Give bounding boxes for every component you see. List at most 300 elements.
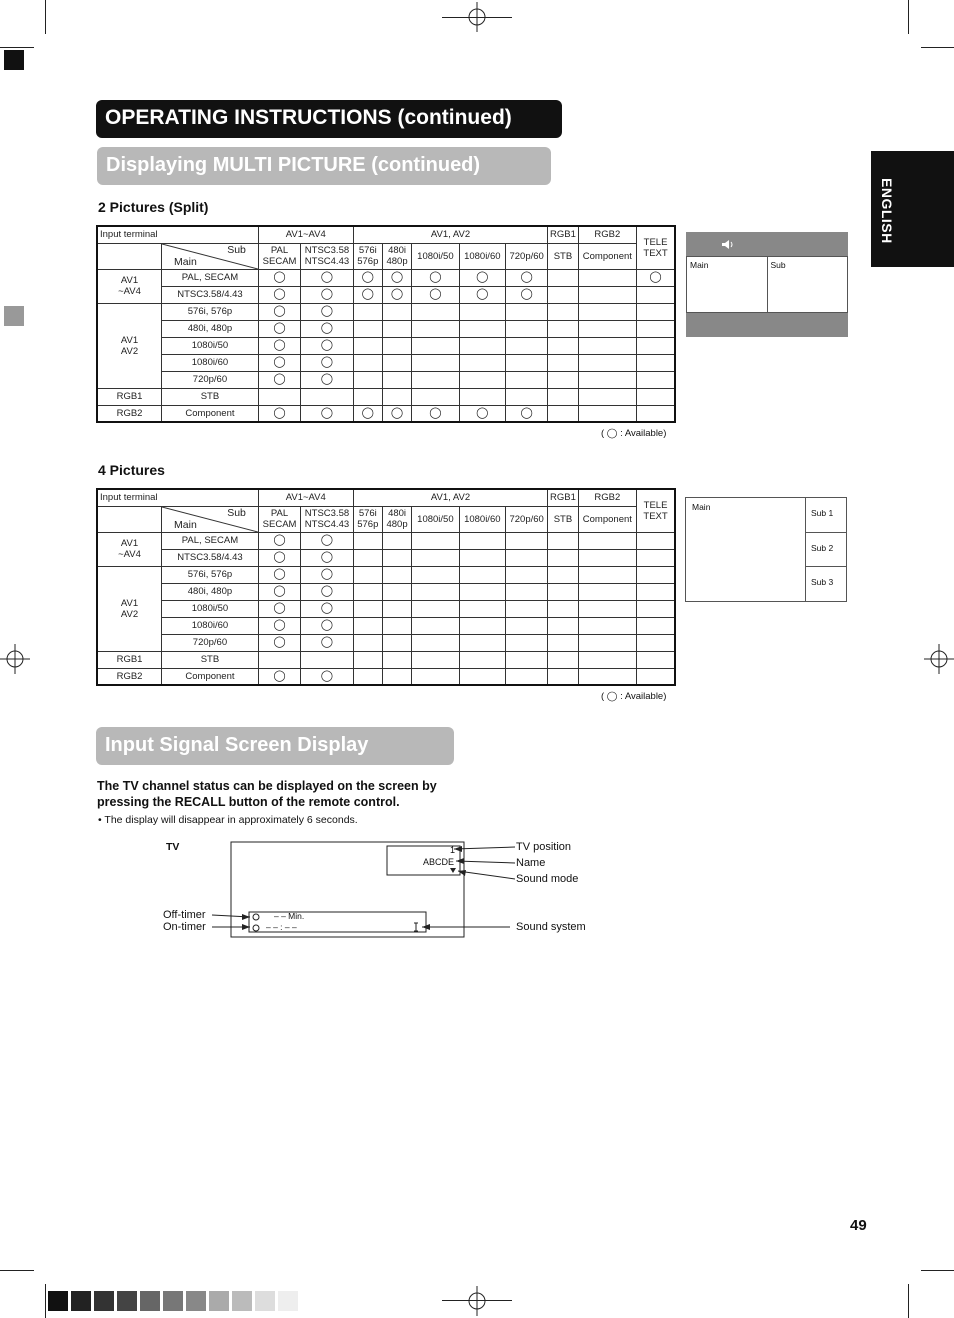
available-mark: ◯	[258, 354, 300, 371]
empty-cell	[637, 371, 675, 388]
table-row	[97, 651, 675, 668]
main-window-label: Main	[692, 502, 711, 512]
row-group: RGB2	[97, 405, 162, 422]
column-header: 1080i/60	[459, 506, 505, 532]
empty-cell	[382, 354, 411, 371]
empty-cell	[382, 583, 411, 600]
empty-cell	[353, 303, 382, 320]
empty-cell	[505, 371, 547, 388]
empty-cell	[382, 337, 411, 354]
table-row	[97, 532, 675, 549]
empty-cell	[353, 337, 382, 354]
column-header: 720p/60	[505, 506, 547, 532]
empty-cell	[353, 549, 382, 566]
header-spacer	[97, 506, 162, 532]
table-row	[97, 388, 675, 405]
empty-cell	[548, 668, 578, 685]
registration-mark-icon	[924, 644, 954, 674]
sub1-window-label: Sub 1	[811, 508, 834, 518]
available-mark: ◯	[301, 600, 353, 617]
empty-cell	[459, 303, 505, 320]
available-mark: ◯	[637, 269, 675, 286]
empty-cell	[382, 566, 411, 583]
column-header: Component	[578, 243, 637, 269]
empty-cell	[505, 354, 547, 371]
column-header: TELE TEXT	[637, 489, 675, 532]
available-mark: ◯	[459, 405, 505, 422]
empty-cell	[382, 532, 411, 549]
available-mark: ◯	[301, 566, 353, 583]
registration-mark-icon	[0, 644, 30, 674]
empty-cell	[459, 371, 505, 388]
empty-cell	[548, 371, 578, 388]
page-number: 49	[850, 1217, 867, 1234]
column-header: 576i 576p	[353, 506, 382, 532]
empty-cell	[505, 532, 547, 549]
sub3-window-label: Sub 3	[806, 566, 846, 601]
available-mark: ◯	[258, 600, 300, 617]
crop-mark	[45, 1284, 46, 1318]
crop-mark	[908, 1284, 909, 1318]
empty-cell	[578, 269, 637, 286]
print-square	[4, 50, 24, 70]
column-header: 1080i/60	[459, 243, 505, 269]
osd-off-timer: – – Min.	[274, 911, 305, 921]
table-row	[97, 337, 675, 354]
row-signal: STB	[162, 651, 259, 668]
crop-mark	[0, 1270, 34, 1271]
empty-cell	[459, 651, 505, 668]
available-mark: ◯	[301, 354, 353, 371]
empty-cell	[353, 388, 382, 405]
empty-cell	[548, 388, 578, 405]
empty-cell	[578, 549, 637, 566]
available-mark: ◯	[412, 405, 459, 422]
empty-cell	[637, 549, 675, 566]
row-signal: PAL, SECAM	[162, 532, 259, 549]
tv-label: TV	[166, 841, 180, 853]
empty-cell	[578, 371, 637, 388]
empty-cell	[578, 405, 637, 422]
empty-cell	[412, 617, 459, 634]
available-mark: ◯	[301, 303, 353, 320]
crop-mark	[921, 1270, 954, 1271]
sub-label: Sub	[227, 243, 246, 256]
empty-cell	[459, 600, 505, 617]
available-mark: ◯	[258, 583, 300, 600]
empty-cell	[412, 549, 459, 566]
empty-cell	[637, 634, 675, 651]
empty-cell	[459, 566, 505, 583]
empty-cell	[548, 354, 578, 371]
available-mark: ◯	[301, 337, 353, 354]
table-row	[97, 371, 675, 388]
empty-cell	[548, 566, 578, 583]
available-mark: ◯	[353, 269, 382, 286]
empty-cell	[505, 668, 547, 685]
empty-cell	[505, 651, 547, 668]
empty-cell	[578, 286, 637, 303]
column-header: NTSC3.58 NTSC4.43	[301, 506, 353, 532]
empty-cell	[412, 566, 459, 583]
row-signal: 1080i/50	[162, 600, 259, 617]
empty-cell	[637, 600, 675, 617]
table-row	[97, 320, 675, 337]
group-header: AV1~AV4	[258, 226, 353, 243]
group-header: RGB2	[578, 489, 637, 506]
empty-cell	[382, 388, 411, 405]
available-mark: ◯	[258, 532, 300, 549]
empty-cell	[353, 371, 382, 388]
empty-cell	[578, 388, 637, 405]
row-group: RGB1	[97, 651, 162, 668]
empty-cell	[637, 303, 675, 320]
column-header: STB	[548, 243, 578, 269]
empty-cell	[637, 388, 675, 405]
table-row	[97, 269, 675, 286]
crop-mark	[45, 0, 46, 34]
empty-cell	[548, 634, 578, 651]
empty-cell	[505, 634, 547, 651]
empty-cell	[353, 617, 382, 634]
empty-cell	[353, 651, 382, 668]
empty-cell	[459, 583, 505, 600]
empty-cell	[578, 617, 637, 634]
available-mark: ◯	[258, 286, 300, 303]
empty-cell	[578, 668, 637, 685]
empty-cell	[412, 320, 459, 337]
intro-text: pressing the RECALL button of the remote control.	[97, 795, 400, 809]
callout-sound-mode: Sound mode	[516, 873, 579, 885]
row-signal: 1080i/50	[162, 337, 259, 354]
four-title: 4 Pictures	[98, 462, 165, 478]
registration-mark-icon	[462, 1286, 492, 1316]
empty-cell	[459, 617, 505, 634]
empty-cell	[382, 303, 411, 320]
empty-cell	[353, 532, 382, 549]
osd-name: ABCDE	[423, 857, 455, 867]
callout-tv-position: TV position	[516, 841, 572, 853]
empty-cell	[353, 668, 382, 685]
split-compatibility-table	[96, 225, 676, 423]
empty-cell	[578, 354, 637, 371]
available-mark: ◯	[301, 320, 353, 337]
split-screen-illustration	[686, 232, 848, 337]
column-header: 1080i/50	[412, 506, 459, 532]
column-header: PAL SECAM	[258, 506, 300, 532]
empty-cell	[548, 269, 578, 286]
column-header: 480i 480p	[382, 506, 411, 532]
row-signal: NTSC3.58/4.43	[162, 549, 259, 566]
empty-cell	[412, 354, 459, 371]
empty-cell	[301, 651, 353, 668]
available-mark: ◯	[459, 286, 505, 303]
sub-main-header	[162, 243, 259, 269]
table-row	[97, 634, 675, 651]
empty-cell	[412, 337, 459, 354]
available-mark: ◯	[301, 634, 353, 651]
print-square	[4, 306, 24, 326]
four-compatibility-table	[96, 488, 676, 686]
available-mark: ◯	[258, 269, 300, 286]
registration-mark-icon	[462, 2, 492, 32]
available-mark: ◯	[301, 405, 353, 422]
available-mark: ◯	[258, 405, 300, 422]
empty-cell	[412, 668, 459, 685]
empty-cell	[637, 405, 675, 422]
column-header: NTSC3.58 NTSC4.43	[301, 243, 353, 269]
empty-cell	[382, 651, 411, 668]
empty-cell	[548, 286, 578, 303]
empty-cell	[382, 617, 411, 634]
column-header: 480i 480p	[382, 243, 411, 269]
empty-cell	[505, 600, 547, 617]
note-text: • The display will disappear in approximately 6 seconds.	[98, 814, 358, 826]
empty-cell	[548, 651, 578, 668]
empty-cell	[637, 583, 675, 600]
empty-cell	[382, 634, 411, 651]
empty-cell	[258, 651, 300, 668]
available-mark: ◯	[258, 617, 300, 634]
main-title: OPERATING INSTRUCTIONS (continued)	[96, 100, 562, 138]
table-row	[97, 583, 675, 600]
available-mark: ◯	[258, 668, 300, 685]
osd-on-timer: – – : – –	[266, 922, 297, 932]
input-terminal-header: Input terminal	[97, 226, 258, 243]
available-mark: ◯	[258, 634, 300, 651]
row-signal: 1080i/60	[162, 617, 259, 634]
input-terminal-header: Input terminal	[97, 489, 258, 506]
table-row	[97, 286, 675, 303]
main-label: Main	[174, 255, 197, 268]
row-signal: Component	[162, 668, 259, 685]
empty-cell	[548, 303, 578, 320]
empty-cell	[578, 600, 637, 617]
empty-cell	[548, 583, 578, 600]
available-mark: ◯	[258, 566, 300, 583]
empty-cell	[578, 532, 637, 549]
empty-cell	[548, 617, 578, 634]
sub2-window-label: Sub 2	[806, 532, 846, 567]
row-signal: PAL, SECAM	[162, 269, 259, 286]
table-row	[97, 303, 675, 320]
available-mark: ◯	[301, 371, 353, 388]
row-signal: NTSC3.58/4.43	[162, 286, 259, 303]
empty-cell	[505, 303, 547, 320]
empty-cell	[578, 651, 637, 668]
empty-cell	[637, 354, 675, 371]
empty-cell	[505, 583, 547, 600]
empty-cell	[382, 320, 411, 337]
main-label: Main	[174, 518, 197, 531]
row-signal: 1080i/60	[162, 354, 259, 371]
available-mark: ◯	[258, 337, 300, 354]
available-mark: ◯	[258, 303, 300, 320]
callout-off-timer: Off-timer	[163, 909, 206, 921]
empty-cell	[505, 617, 547, 634]
available-mark: ◯	[412, 286, 459, 303]
section-title: Displaying MULTI PICTURE (continued)	[97, 147, 551, 185]
table-row	[97, 617, 675, 634]
empty-cell	[353, 600, 382, 617]
empty-cell	[382, 371, 411, 388]
table-row	[97, 549, 675, 566]
intro-text: The TV channel status can be displayed on the screen by	[97, 779, 437, 793]
row-signal: 720p/60	[162, 634, 259, 651]
row-signal: 480i, 480p	[162, 583, 259, 600]
available-mark: ◯	[301, 532, 353, 549]
color-calibration-strip	[48, 1291, 298, 1311]
group-header: RGB1	[548, 489, 578, 506]
input-signal-title: Input Signal Screen Display	[96, 727, 454, 765]
empty-cell	[412, 388, 459, 405]
empty-cell	[637, 337, 675, 354]
available-mark: ◯	[459, 269, 505, 286]
sub-label: Sub	[227, 506, 246, 519]
empty-cell	[353, 634, 382, 651]
crop-mark	[0, 47, 34, 48]
callout-sound-system: Sound system	[516, 921, 586, 933]
table-row	[97, 566, 675, 583]
available-mark: ◯	[301, 583, 353, 600]
row-group: AV1 AV2	[97, 566, 162, 651]
available-mark: ◯	[505, 286, 547, 303]
row-group: AV1 ~AV4	[97, 269, 162, 303]
row-signal: 576i, 576p	[162, 566, 259, 583]
empty-cell	[459, 549, 505, 566]
available-mark: ◯	[301, 269, 353, 286]
table-row	[97, 354, 675, 371]
empty-cell	[548, 405, 578, 422]
available-mark: ◯	[505, 405, 547, 422]
table-row	[97, 405, 675, 422]
empty-cell	[412, 600, 459, 617]
empty-cell	[578, 320, 637, 337]
available-mark: ◯	[353, 405, 382, 422]
available-note: ( ◯ : Available)	[601, 691, 667, 702]
callout-name: Name	[516, 857, 546, 869]
empty-cell	[637, 668, 675, 685]
empty-cell	[382, 600, 411, 617]
column-header: 576i 576p	[353, 243, 382, 269]
empty-cell	[637, 617, 675, 634]
available-mark: ◯	[382, 405, 411, 422]
empty-cell	[505, 388, 547, 405]
main-window-label: Main	[690, 260, 709, 270]
empty-cell	[459, 532, 505, 549]
empty-cell	[578, 566, 637, 583]
row-group: AV1 AV2	[97, 303, 162, 388]
empty-cell	[353, 354, 382, 371]
empty-cell	[301, 388, 353, 405]
empty-cell	[459, 320, 505, 337]
available-note: ( ◯ : Available)	[601, 428, 667, 439]
split-title: 2 Pictures (Split)	[98, 199, 209, 215]
empty-cell	[353, 320, 382, 337]
empty-cell	[412, 634, 459, 651]
empty-cell	[578, 634, 637, 651]
available-mark: ◯	[353, 286, 382, 303]
empty-cell	[548, 532, 578, 549]
row-signal: 576i, 576p	[162, 303, 259, 320]
header-spacer	[97, 243, 162, 269]
available-mark: ◯	[258, 371, 300, 388]
empty-cell	[258, 388, 300, 405]
empty-cell	[505, 549, 547, 566]
group-header: RGB1	[548, 226, 578, 243]
row-group: RGB2	[97, 668, 162, 685]
empty-cell	[459, 337, 505, 354]
empty-cell	[412, 371, 459, 388]
crop-mark	[908, 0, 909, 34]
empty-cell	[412, 532, 459, 549]
table-row	[97, 668, 675, 685]
empty-cell	[578, 583, 637, 600]
table-row	[97, 600, 675, 617]
empty-cell	[578, 303, 637, 320]
language-tab: ENGLISH	[871, 151, 954, 267]
available-mark: ◯	[301, 668, 353, 685]
empty-cell	[505, 337, 547, 354]
empty-cell	[637, 532, 675, 549]
available-mark: ◯	[382, 286, 411, 303]
empty-cell	[459, 388, 505, 405]
available-mark: ◯	[505, 269, 547, 286]
column-header: Component	[578, 506, 637, 532]
row-signal: 720p/60	[162, 371, 259, 388]
available-mark: ◯	[258, 320, 300, 337]
empty-cell	[353, 566, 382, 583]
empty-cell	[548, 600, 578, 617]
row-group: AV1 ~AV4	[97, 532, 162, 566]
sub-window-label: Sub	[767, 257, 848, 312]
empty-cell	[637, 651, 675, 668]
empty-cell	[382, 668, 411, 685]
empty-cell	[637, 566, 675, 583]
column-header: 1080i/50	[412, 243, 459, 269]
available-mark: ◯	[301, 549, 353, 566]
group-header: RGB2	[578, 226, 637, 243]
empty-cell	[353, 583, 382, 600]
empty-cell	[412, 303, 459, 320]
group-header: AV1, AV2	[353, 489, 548, 506]
callout-on-timer: On-timer	[163, 921, 206, 933]
empty-cell	[412, 651, 459, 668]
empty-cell	[505, 566, 547, 583]
speaker-icon	[722, 240, 734, 249]
empty-cell	[412, 583, 459, 600]
column-header: TELE TEXT	[637, 226, 675, 269]
available-mark: ◯	[412, 269, 459, 286]
available-mark: ◯	[382, 269, 411, 286]
group-header: AV1~AV4	[258, 489, 353, 506]
row-signal: STB	[162, 388, 259, 405]
row-group: RGB1	[97, 388, 162, 405]
available-mark: ◯	[301, 286, 353, 303]
row-signal: Component	[162, 405, 259, 422]
empty-cell	[548, 320, 578, 337]
sub-main-header	[162, 506, 259, 532]
column-header: PAL SECAM	[258, 243, 300, 269]
column-header: 720p/60	[505, 243, 547, 269]
empty-cell	[548, 337, 578, 354]
row-signal: 480i, 480p	[162, 320, 259, 337]
empty-cell	[548, 549, 578, 566]
empty-cell	[459, 634, 505, 651]
crop-mark	[921, 47, 954, 48]
empty-cell	[459, 668, 505, 685]
empty-cell	[459, 354, 505, 371]
